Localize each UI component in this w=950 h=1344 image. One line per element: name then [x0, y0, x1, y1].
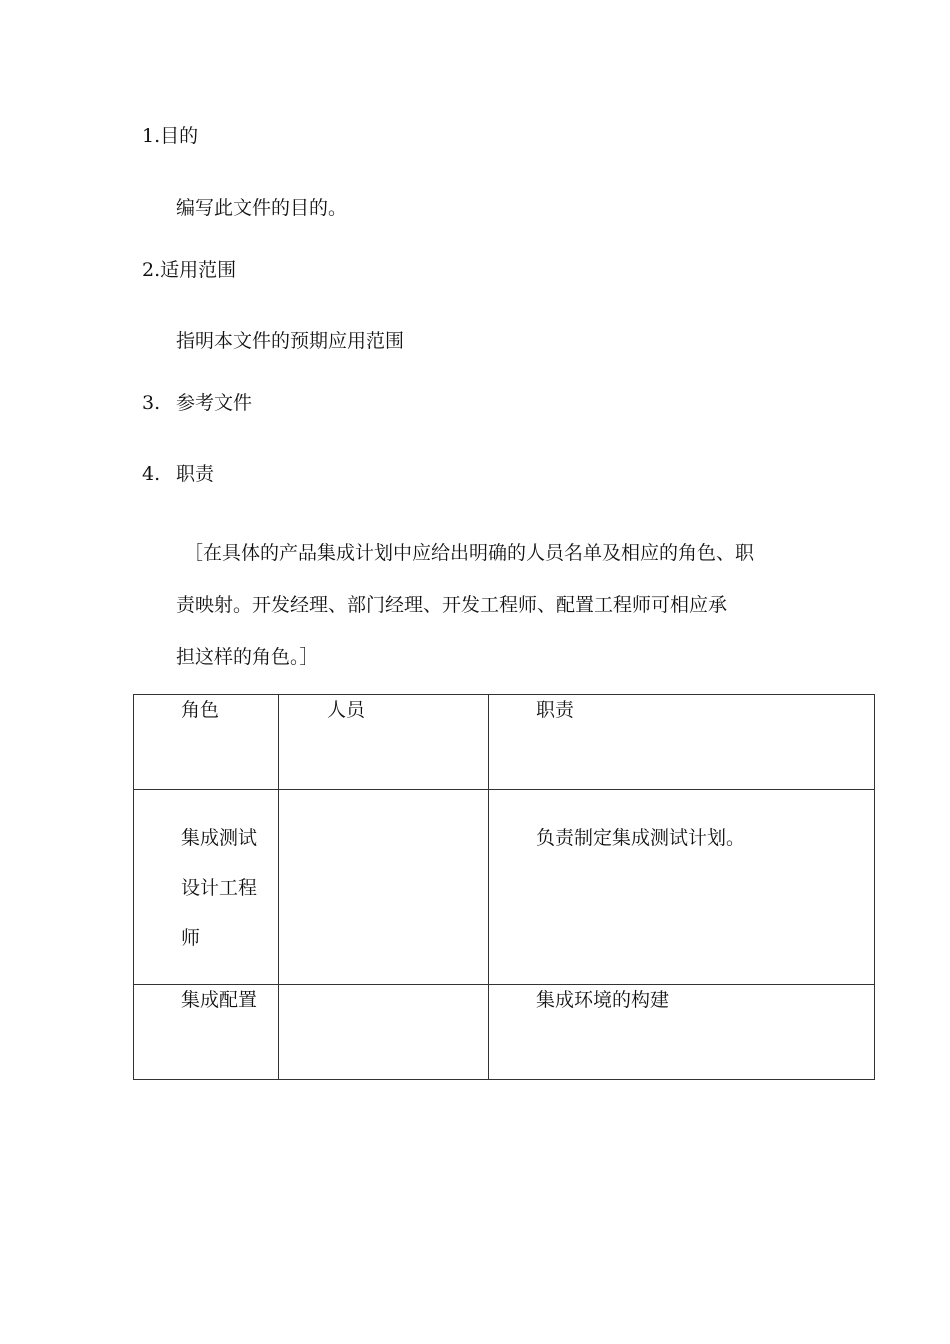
- section-2-heading: [142, 257, 236, 283]
- responsibility-note: [176, 527, 796, 683]
- duty-text: 负责制定集成测试计划。: [536, 827, 746, 849]
- header-label: 角色: [181, 699, 220, 721]
- section-3-heading: [142, 390, 252, 416]
- duty-cell: [489, 790, 875, 985]
- header-cell-role: [134, 695, 279, 790]
- header-cell-person: [279, 695, 489, 790]
- section-number: 2.: [142, 259, 161, 281]
- duty-text: 集成环境的构建: [536, 989, 670, 1011]
- section-title: 职责: [176, 463, 215, 485]
- role-text: 集成配置: [181, 989, 258, 1011]
- section-number: 4.: [142, 463, 161, 485]
- roles-table: [133, 694, 875, 1080]
- note-line: ［在具体的产品集成计划中应给出明确的人员名单及相应的角色、职: [184, 542, 755, 564]
- section-title: 参考文件: [176, 392, 253, 414]
- section-number: 1.: [142, 125, 161, 147]
- section-number: 3.: [142, 392, 161, 414]
- person-cell: [279, 985, 489, 1080]
- role-cell: [134, 790, 279, 985]
- header-cell-duty: [489, 695, 875, 790]
- header-label: 职责: [536, 699, 575, 721]
- section-4-heading: [142, 461, 214, 487]
- note-line: 担这样的角色。］: [176, 646, 319, 668]
- note-line: 责映射。开发经理、部门经理、开发工程师、配置工程师可相应承: [176, 594, 728, 616]
- section-title: 目的: [160, 125, 199, 147]
- section-1-heading: [142, 123, 198, 149]
- table-header-row: [134, 695, 875, 790]
- section-2-body: 指明本文件的预期应用范围: [176, 330, 405, 352]
- section-1-body: 编写此文件的目的。: [176, 197, 348, 219]
- role-text: 集成测试设计工程师: [181, 827, 258, 949]
- role-cell: [134, 985, 279, 1080]
- table-row: [134, 790, 875, 985]
- table-row: [134, 985, 875, 1080]
- person-cell: [279, 790, 489, 985]
- duty-cell: [489, 985, 875, 1080]
- section-title: 适用范围: [160, 259, 237, 281]
- header-label: 人员: [327, 699, 366, 721]
